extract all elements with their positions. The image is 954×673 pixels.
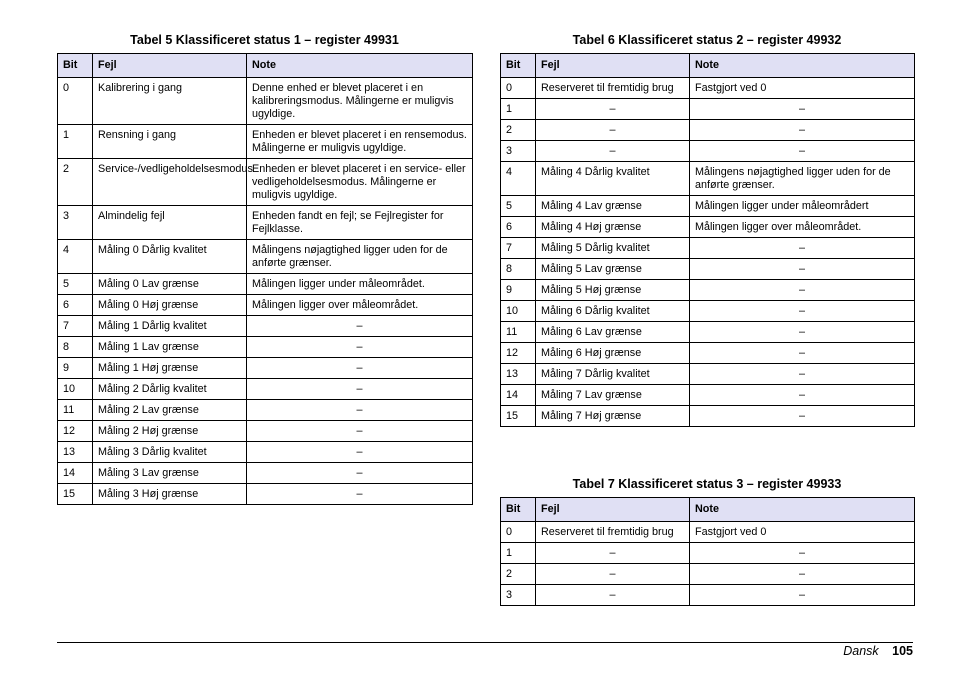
bit-cell: 1 bbox=[501, 99, 536, 120]
note-cell: Målingen ligger over måleområdet. bbox=[690, 217, 915, 238]
bit-cell: 11 bbox=[58, 400, 93, 421]
bit-cell: 6 bbox=[501, 217, 536, 238]
table-row bbox=[501, 141, 915, 162]
table-row bbox=[58, 484, 473, 505]
fejl-cell: Måling 0 Lav grænse bbox=[93, 274, 247, 295]
note-cell: Målingen ligger under måleområdet. bbox=[247, 274, 473, 295]
table-header-row bbox=[501, 498, 915, 522]
note-cell: – bbox=[247, 358, 473, 379]
bit-cell: 0 bbox=[58, 78, 93, 125]
bit-cell: 15 bbox=[58, 484, 93, 505]
fejl-cell: Rensning i gang bbox=[93, 125, 247, 159]
bit-cell: 3 bbox=[501, 141, 536, 162]
table-row bbox=[501, 522, 915, 543]
bit-cell: 2 bbox=[58, 159, 93, 206]
table-row bbox=[501, 543, 915, 564]
note-cell: – bbox=[690, 585, 915, 606]
table-row bbox=[58, 463, 473, 484]
fejl-cell: Måling 6 Lav grænse bbox=[536, 322, 690, 343]
fejl-cell: Måling 4 Dårlig kvalitet bbox=[536, 162, 690, 196]
page-footer bbox=[843, 643, 913, 659]
table-row bbox=[501, 301, 915, 322]
fejl-cell: Måling 4 Lav grænse bbox=[536, 196, 690, 217]
note-cell: Enheden er blevet placeret i en rensemodus. Målingerne er muligvis ugyldige. bbox=[247, 125, 473, 159]
bit-cell: 12 bbox=[58, 421, 93, 442]
table-row bbox=[58, 125, 473, 159]
note-cell: – bbox=[690, 120, 915, 141]
table-5 bbox=[57, 53, 473, 505]
table-row bbox=[501, 385, 915, 406]
fejl-cell: Måling 2 Lav grænse bbox=[93, 400, 247, 421]
fejl-cell: Måling 0 Dårlig kvalitet bbox=[93, 240, 247, 274]
bit-cell: 1 bbox=[58, 125, 93, 159]
table-row bbox=[501, 364, 915, 385]
table-row bbox=[58, 337, 473, 358]
bit-cell: 8 bbox=[58, 337, 93, 358]
fejl-cell: – bbox=[536, 585, 690, 606]
note-cell: Enheden fandt en fejl; se Fejlregister for Fejlklasse. bbox=[247, 206, 473, 240]
fejl-cell: Måling 1 Lav grænse bbox=[93, 337, 247, 358]
table-row bbox=[58, 240, 473, 274]
note-cell: – bbox=[247, 316, 473, 337]
fejl-cell: Måling 7 Lav grænse bbox=[536, 385, 690, 406]
bit-cell: 14 bbox=[58, 463, 93, 484]
bit-cell: 10 bbox=[58, 379, 93, 400]
bit-cell: 6 bbox=[58, 295, 93, 316]
table-6 bbox=[500, 53, 915, 427]
fejl-cell: Måling 3 Dårlig kvalitet bbox=[93, 442, 247, 463]
fejl-cell: Måling 4 Høj grænse bbox=[536, 217, 690, 238]
note-cell: Målingen ligger under måleområdert bbox=[690, 196, 915, 217]
table-7 bbox=[500, 497, 915, 606]
bit-cell: 4 bbox=[501, 162, 536, 196]
table-7-caption: Tabel 7 Klassificeret status 3 – register 49933 bbox=[572, 477, 842, 491]
table-row bbox=[501, 238, 915, 259]
table-6-caption: Tabel 6 Klassificeret status 2 – register 49932 bbox=[572, 33, 842, 47]
note-cell: Denne enhed er blevet placeret i en kalibreringsmodus. Målingerne er muligvis ugyldige. bbox=[247, 78, 473, 125]
fejl-cell: Kalibrering i gang bbox=[93, 78, 247, 125]
fejl-cell: Service-/vedligeholdelsesmodus bbox=[93, 159, 247, 206]
table-row bbox=[501, 78, 915, 99]
note-cell: Enheden er blevet placeret i en service- eller vedligeholdelsesmodus. Målingerne er muligvis ugyldige. bbox=[247, 159, 473, 206]
fejl-cell: Måling 5 Dårlig kvalitet bbox=[536, 238, 690, 259]
fejl-cell: Måling 5 Høj grænse bbox=[536, 280, 690, 301]
column-header: Bit bbox=[501, 54, 536, 78]
bit-cell: 13 bbox=[501, 364, 536, 385]
fejl-cell: – bbox=[536, 141, 690, 162]
fejl-cell: Måling 2 Høj grænse bbox=[93, 421, 247, 442]
note-cell: – bbox=[690, 343, 915, 364]
note-cell: Målingens nøjagtighed ligger uden for de anførte grænser. bbox=[247, 240, 473, 274]
bit-cell: 8 bbox=[501, 259, 536, 280]
note-cell: – bbox=[247, 484, 473, 505]
note-cell: – bbox=[690, 238, 915, 259]
table-row bbox=[58, 379, 473, 400]
table-row bbox=[501, 406, 915, 427]
bit-cell: 11 bbox=[501, 322, 536, 343]
bit-cell: 4 bbox=[58, 240, 93, 274]
fejl-cell: Reserveret til fremtidig brug bbox=[536, 78, 690, 99]
table-row bbox=[501, 259, 915, 280]
bit-cell: 0 bbox=[501, 78, 536, 99]
table-row bbox=[58, 295, 473, 316]
fejl-cell: Reserveret til fremtidig brug bbox=[536, 522, 690, 543]
table-row bbox=[501, 162, 915, 196]
note-cell: – bbox=[247, 421, 473, 442]
fejl-cell: – bbox=[536, 564, 690, 585]
page-number: 105 bbox=[892, 644, 913, 658]
note-cell: – bbox=[690, 364, 915, 385]
bit-cell: 9 bbox=[501, 280, 536, 301]
fejl-cell: Måling 7 Høj grænse bbox=[536, 406, 690, 427]
note-cell: – bbox=[690, 406, 915, 427]
table-row bbox=[58, 400, 473, 421]
note-cell: – bbox=[690, 564, 915, 585]
note-cell: – bbox=[690, 543, 915, 564]
table-row bbox=[501, 280, 915, 301]
table-header-row bbox=[501, 54, 915, 78]
note-cell: Fastgjort ved 0 bbox=[690, 522, 915, 543]
note-cell: – bbox=[690, 301, 915, 322]
table-row bbox=[58, 206, 473, 240]
note-cell: – bbox=[690, 322, 915, 343]
table-row bbox=[501, 585, 915, 606]
bit-cell: 13 bbox=[58, 442, 93, 463]
note-cell: – bbox=[690, 385, 915, 406]
note-cell: – bbox=[247, 463, 473, 484]
table-row bbox=[58, 159, 473, 206]
bit-cell: 15 bbox=[501, 406, 536, 427]
bit-cell: 14 bbox=[501, 385, 536, 406]
bit-cell: 7 bbox=[58, 316, 93, 337]
bit-cell: 2 bbox=[501, 564, 536, 585]
note-cell: – bbox=[690, 141, 915, 162]
table-row bbox=[58, 78, 473, 125]
fejl-cell: – bbox=[536, 120, 690, 141]
footer-language: Dansk bbox=[843, 644, 879, 658]
table-header-row bbox=[58, 54, 473, 78]
bit-cell: 1 bbox=[501, 543, 536, 564]
fejl-cell: Måling 6 Høj grænse bbox=[536, 343, 690, 364]
bit-cell: 3 bbox=[501, 585, 536, 606]
fejl-cell: Måling 2 Dårlig kvalitet bbox=[93, 379, 247, 400]
column-header: Bit bbox=[58, 54, 93, 78]
column-header: Bit bbox=[501, 498, 536, 522]
table-row bbox=[501, 196, 915, 217]
table-row bbox=[58, 274, 473, 295]
fejl-cell: – bbox=[536, 99, 690, 120]
note-cell: – bbox=[247, 400, 473, 421]
fejl-cell: Måling 1 Dårlig kvalitet bbox=[93, 316, 247, 337]
table-row bbox=[501, 322, 915, 343]
bit-cell: 5 bbox=[501, 196, 536, 217]
column-header: Fejl bbox=[536, 498, 690, 522]
column-header: Note bbox=[690, 498, 915, 522]
note-cell: Målingen ligger over måleområdet. bbox=[247, 295, 473, 316]
bit-cell: 2 bbox=[501, 120, 536, 141]
note-cell: – bbox=[247, 442, 473, 463]
table-row bbox=[501, 120, 915, 141]
note-cell: – bbox=[690, 259, 915, 280]
fejl-cell: – bbox=[536, 543, 690, 564]
table-row bbox=[501, 99, 915, 120]
fejl-cell: Måling 0 Høj grænse bbox=[93, 295, 247, 316]
fejl-cell: Måling 7 Dårlig kvalitet bbox=[536, 364, 690, 385]
table-row bbox=[501, 217, 915, 238]
note-cell: – bbox=[247, 379, 473, 400]
bit-cell: 12 bbox=[501, 343, 536, 364]
column-header: Fejl bbox=[536, 54, 690, 78]
bit-cell: 10 bbox=[501, 301, 536, 322]
table-row bbox=[501, 343, 915, 364]
note-cell: – bbox=[690, 99, 915, 120]
table-row bbox=[501, 564, 915, 585]
fejl-cell: Måling 6 Dårlig kvalitet bbox=[536, 301, 690, 322]
column-header: Note bbox=[247, 54, 473, 78]
fejl-cell: Måling 3 Høj grænse bbox=[93, 484, 247, 505]
table-row bbox=[58, 358, 473, 379]
note-cell: Fastgjort ved 0 bbox=[690, 78, 915, 99]
table-row bbox=[58, 421, 473, 442]
table-5-caption: Tabel 5 Klassificeret status 1 – register 49931 bbox=[130, 33, 399, 47]
note-cell: – bbox=[247, 337, 473, 358]
note-cell: Målingens nøjagtighed ligger uden for de anførte grænser. bbox=[690, 162, 915, 196]
bit-cell: 0 bbox=[501, 522, 536, 543]
fejl-cell: Måling 1 Høj grænse bbox=[93, 358, 247, 379]
footer-rule bbox=[57, 642, 913, 643]
table-row bbox=[58, 316, 473, 337]
table-row bbox=[58, 442, 473, 463]
bit-cell: 3 bbox=[58, 206, 93, 240]
fejl-cell: Måling 3 Lav grænse bbox=[93, 463, 247, 484]
column-header: Note bbox=[690, 54, 915, 78]
note-cell: – bbox=[690, 280, 915, 301]
fejl-cell: Måling 5 Lav grænse bbox=[536, 259, 690, 280]
column-header: Fejl bbox=[93, 54, 247, 78]
bit-cell: 7 bbox=[501, 238, 536, 259]
bit-cell: 5 bbox=[58, 274, 93, 295]
fejl-cell: Almindelig fejl bbox=[93, 206, 247, 240]
bit-cell: 9 bbox=[58, 358, 93, 379]
